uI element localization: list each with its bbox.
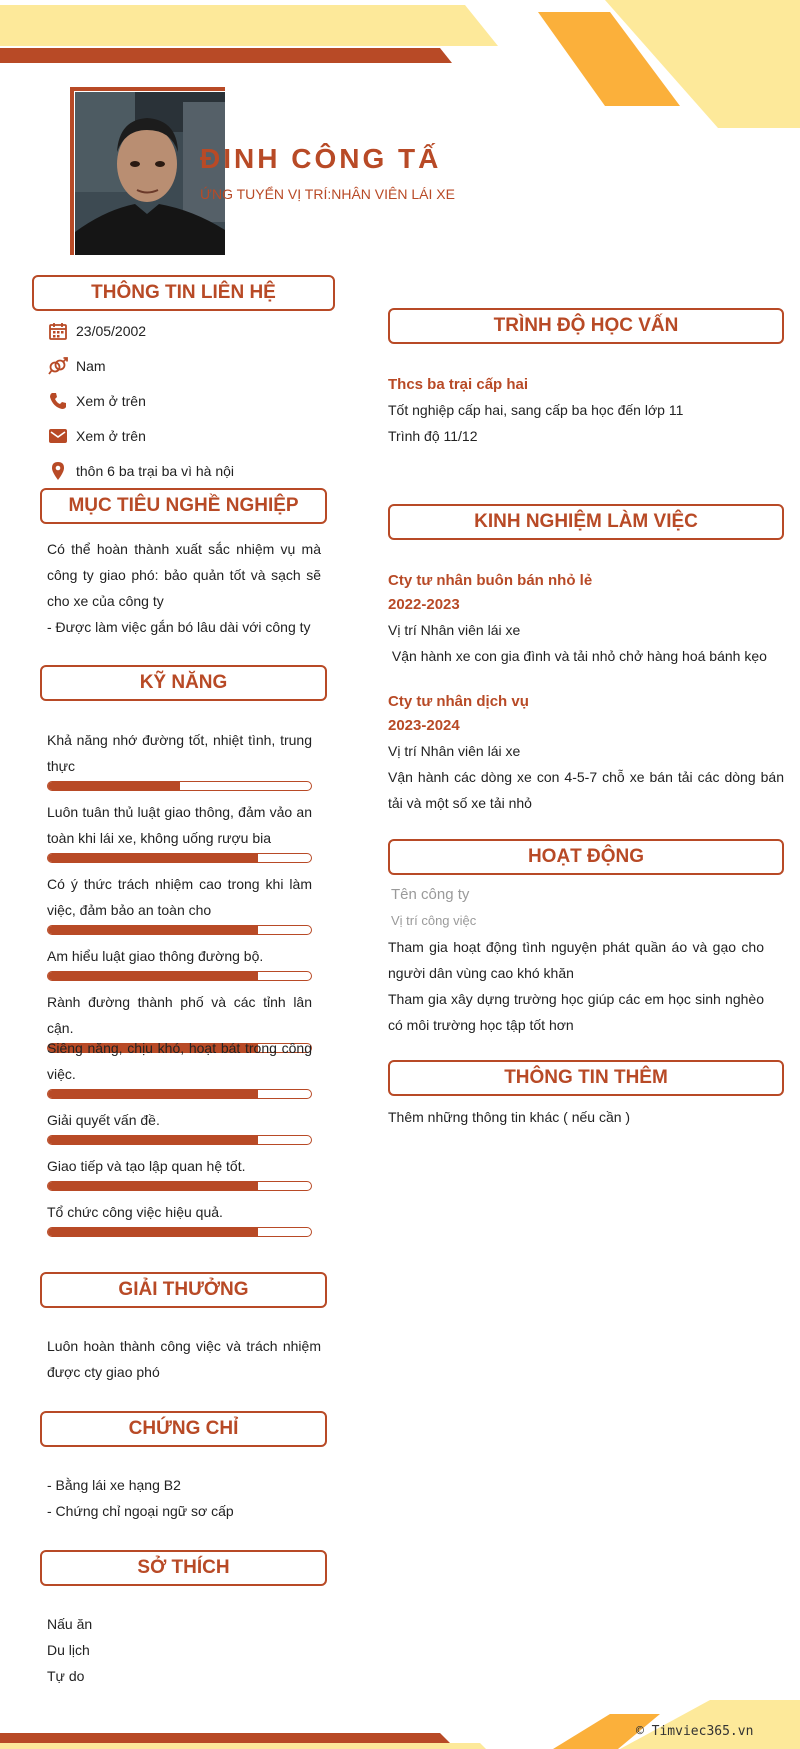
skills-section-title: KỸ NĂNG	[40, 665, 327, 701]
calendar-icon	[48, 321, 68, 341]
skill-bar	[47, 1181, 312, 1191]
skill-bar-fill	[48, 926, 258, 934]
candidate-name: ĐINH CÔNG TẤ	[200, 143, 442, 174]
skill-bar-fill	[48, 1182, 258, 1190]
gender-value: Nam	[76, 358, 106, 374]
skill-bar	[47, 1135, 312, 1145]
skill-bar-fill	[48, 854, 258, 862]
skill-item	[47, 1153, 312, 1191]
skill-bar	[47, 1089, 312, 1099]
certificate-item: - Bằng lái xe hạng B2	[47, 1477, 181, 1493]
awards-text: Luôn hoàn thành công việc và trách nhiệm được cty giao phó	[47, 1338, 321, 1380]
skill-label: Có ý thức trách nhiệm cao trong khi làm việc, đảm bảo an toàn cho	[47, 876, 312, 918]
education-detail: Tốt nghiệp cấp hai, sang cấp ba học đến lớp 11	[388, 402, 684, 418]
address-row	[48, 460, 234, 482]
skill-item	[47, 871, 312, 935]
footer-accent-stripe	[0, 1733, 450, 1743]
phone-row	[48, 390, 146, 412]
skill-bar-fill	[48, 1136, 258, 1144]
footer-yellow-band	[0, 1743, 486, 1749]
skill-label: Siêng năng, chịu khó, hoạt bát trong công việc.	[47, 1040, 312, 1082]
skill-label: Tổ chức công việc hiệu quả.	[47, 1204, 223, 1220]
phone-icon	[48, 391, 68, 411]
hobby-item: Tự do	[47, 1668, 85, 1684]
skill-bar	[47, 853, 312, 863]
experience-section-title: KINH NGHIỆM LÀM VIỆC	[388, 504, 784, 540]
skill-item	[47, 1107, 312, 1145]
certificates-section-title: CHỨNG CHỈ	[40, 1411, 327, 1447]
gender-icon	[48, 356, 68, 376]
job-description: Vận hành các dòng xe con 4-5-7 chỗ xe bán tải các dòng bán tải và một số xe tải nhỏ	[388, 769, 784, 811]
hobbies-section-title: SỞ THÍCH	[40, 1550, 327, 1586]
skill-bar	[47, 925, 312, 935]
skill-item	[47, 799, 312, 863]
gender-row	[48, 355, 106, 377]
birthday-row	[48, 320, 146, 342]
email-value: Xem ở trên	[76, 428, 146, 444]
skill-bar	[47, 781, 312, 791]
job-description: Vận hành xe con gia đình và tải nhỏ chở hàng hoá bánh kẹo	[388, 648, 767, 664]
skill-label: Am hiểu luật giao thông đường bộ.	[47, 948, 264, 964]
skill-bar-fill	[48, 1090, 258, 1098]
skill-item	[47, 1199, 312, 1237]
skill-item	[47, 727, 312, 791]
skill-bar-fill	[48, 1228, 258, 1236]
extra-info-section-title: THÔNG TIN THÊM	[388, 1060, 784, 1096]
phone-value: Xem ở trên	[76, 393, 146, 409]
skill-item	[47, 1035, 312, 1099]
objective-text-2: - Được làm việc gắn bó lâu dài với công ty	[47, 619, 311, 635]
extra-info-text: Thêm những thông tin khác ( nếu cần )	[388, 1109, 631, 1125]
contact-section-title: THÔNG TIN LIÊN HỆ	[32, 275, 335, 311]
birthday-value: 23/05/2002	[76, 323, 147, 339]
address-value: thôn 6 ba trại ba vì hà nội	[76, 463, 234, 479]
activity-text: Tham gia hoạt động tình nguyện phát quần áo và gạo cho người dân vùng cao khó khăn	[388, 939, 764, 981]
skill-bar	[47, 1227, 312, 1237]
skill-bar	[47, 971, 312, 981]
education-detail: Trình độ 11/12	[388, 428, 478, 444]
school-name: Thcs ba trại cấp hai	[388, 376, 529, 393]
work-period: 2022-2023	[388, 596, 460, 613]
company-name: Cty tư nhân buôn bán nhỏ lẻ	[388, 572, 593, 589]
skill-label: Giải quyết vấn đề.	[47, 1112, 160, 1128]
objective-text: Có thể hoàn thành xuất sắc nhiệm vụ mà công ty giao phó: bảo quản tốt và sạch sẽ cho xe của công ty	[47, 541, 321, 609]
footer-watermark: © Timviec365.vn	[636, 1724, 754, 1739]
skill-bar-fill	[48, 972, 258, 980]
envelope-icon	[48, 426, 68, 446]
hobby-item: Nấu ăn	[47, 1616, 93, 1632]
top-yellow-band	[0, 5, 498, 46]
skill-label: Rành đường thành phố và các tỉnh lân cận.	[47, 994, 312, 1036]
job-position: Vị trí Nhân viên lái xe	[388, 743, 521, 759]
company-name: Cty tư nhân dịch vụ	[388, 693, 529, 710]
skill-label: Giao tiếp và tạo lập quan hệ tốt.	[47, 1158, 246, 1174]
skill-label: Luôn tuân thủ luật giao thông, đảm vảo an toàn khi lái xe, không uống rượu bia	[47, 804, 312, 846]
activities-section-title: HOẠT ĐỘNG	[388, 839, 784, 875]
skill-item	[47, 943, 312, 981]
education-section-title: TRÌNH ĐỘ HỌC VẤN	[388, 308, 784, 344]
applied-position: ỨNG TUYỂN VỊ TRÍ:NHÂN VIÊN LÁI XE	[200, 186, 455, 202]
objective-section-title: MỤC TIÊU NGHỀ NGHIỆP	[40, 488, 327, 524]
certificate-item: - Chứng chỉ ngoại ngữ sơ cấp	[47, 1503, 234, 1519]
map-pin-icon	[48, 461, 68, 481]
job-position: Vị trí Nhân viên lái xe	[388, 622, 521, 638]
skill-bar-fill	[48, 782, 180, 790]
skill-label: Khả năng nhớ đường tốt, nhiệt tình, trung thực	[47, 732, 312, 774]
top-accent-stripe	[0, 48, 452, 63]
email-row	[48, 425, 146, 447]
activity-company-placeholder: Tên công ty	[391, 886, 470, 903]
activity-role-placeholder: Vị trí công việc	[391, 913, 477, 928]
awards-section-title: GIẢI THƯỞNG	[40, 1272, 327, 1308]
hobby-item: Du lịch	[47, 1642, 90, 1658]
activity-text: Tham gia xây dựng trường học giúp các em học sinh nghèo có môi trường học tập tốt hơn	[388, 991, 764, 1033]
work-period: 2023-2024	[388, 717, 460, 734]
